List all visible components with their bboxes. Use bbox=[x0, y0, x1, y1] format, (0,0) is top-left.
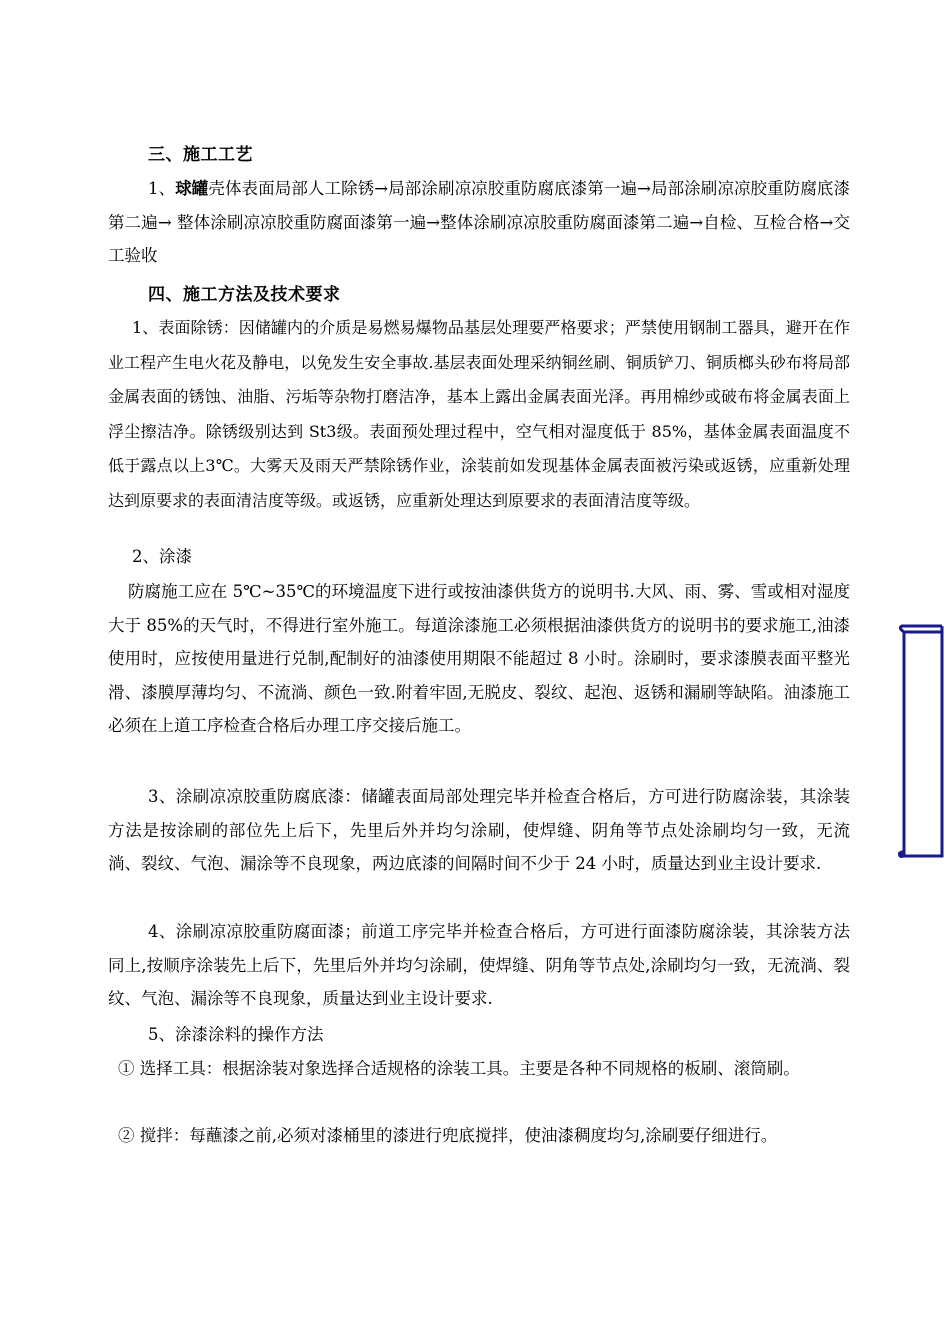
process-bold-term: 球罐 bbox=[175, 179, 209, 198]
section-heading-3: 三、施工工艺 bbox=[148, 145, 253, 165]
scroll-decoration-icon bbox=[896, 624, 948, 864]
paragraph-title-operation: 5、涂漆涂料的操作方法 bbox=[148, 1025, 324, 1044]
paragraph-painting: 防腐施工应在 5℃~35℃的环境温度下进行或按油漆供货方的说明书.大风、雨、雾、雪或相对湿度大于 85%的天气时，不得进行室外施工。每道涂漆施工必须根据油漆供货方的说明书的要求施工,油漆使用时，应按使用量进行兑制,配制好的油漆使用期限不能超过 8 小时。涂刷时，要求漆膜表面平整光滑、漆膜厚薄均匀、不流淌、颜色一致.附着牢固,无脱皮、裂纹、起泡、返锈和漏刷等缺陷。油漆施工必须在上道工序检查合格后办理工序交接后施工。 bbox=[108, 582, 850, 735]
paragraph-surface-rust-removal: 1、表面除锈：因储罐内的介质是易燃易爆物品基层处理要严格要求；严禁使用钢制工器具，避开在作业工程产生电火花及静电，以免发生安全事故.基层表面处理采纳铜丝刷、铜质铲刀、铜质榔头砂布将局部金属表面的锈蚀、油脂、污垢等杂物打磨洁净，基本上露出金属表面光泽。再用棉纱或破布将金属表面上浮尘擦洁净。除锈级别达到 St3级。表面预处理过程中，空气相对湿度低于 85%，基体金属表面温度不低于露点以上3℃。大雾天及雨天严禁除锈作业，涂装前如发现基体金属表面被污染或返锈，应重新处理达到原要求的表面清洁度等级。或返锈，应重新处理达到原要求的表面清洁度等级。 bbox=[108, 318, 850, 510]
paragraph-select-tools: ① 选择工具：根据涂装对象选择合适规格的涂装工具。主要是各种不同规格的板刷、滚筒刷。 bbox=[118, 1059, 800, 1078]
paragraph-stirring: ② 搅拌：每蘸漆之前,必须对漆桶里的漆进行兜底搅拌，使油漆稠度均匀,涂刷要仔细进行。 bbox=[118, 1126, 778, 1145]
paragraph-primer: 3、涂刷凉凉胶重防腐底漆：储罐表面局部处理完毕并检查合格后，方可进行防腐涂装，其涂装方法是按涂刷的部位先上后下，先里后外并均匀涂刷，使焊缝、阴角等节点处涂刷均匀一致，无流淌、裂纹、气泡、漏涂等不良现象，两边底漆的间隔时间不少于 24 小时，质量达到业主设计要求. bbox=[108, 787, 850, 873]
section-heading-4: 四、施工方法及技术要求 bbox=[148, 285, 341, 305]
paragraph-title-painting: 2、涂漆 bbox=[132, 547, 192, 566]
process-number: 1、 bbox=[148, 179, 176, 198]
process-paragraph bbox=[108, 172, 850, 273]
process-text: 壳体表面局部人工除锈→局部涂刷凉凉胶重防腐底漆第一遍→局部涂刷凉凉胶重防腐底漆第二遍→ 整体涂刷凉凉胶重防腐面漆第一遍→整体涂刷凉凉胶重防腐面漆第二遍→自检、互检合格→交工验收 bbox=[108, 179, 851, 265]
paragraph-topcoat: 4、涂刷凉凉胶重防腐面漆；前道工序完毕并检查合格后，方可进行面漆防腐涂装，其涂装方法同上,按顺序涂装先上后下，先里后外并均匀涂刷，使焊缝、阴角等节点处,涂刷均匀一致，无流淌、裂纹、气泡、漏涂等不良现象，质量达到业主设计要求. bbox=[108, 922, 850, 1008]
